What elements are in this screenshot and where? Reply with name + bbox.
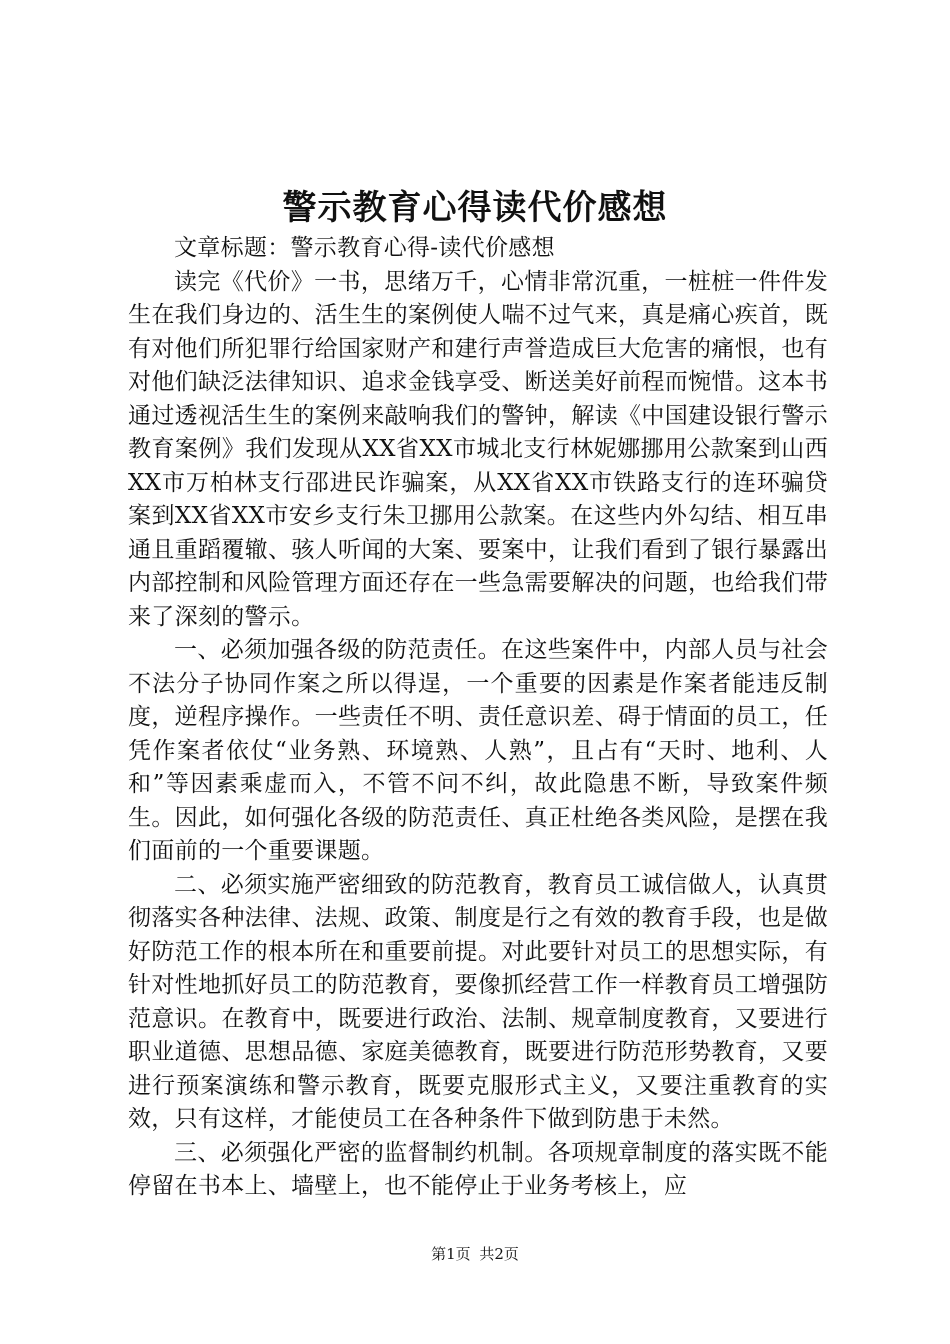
paragraph-point-two: 二、必须实施严密细致的防范教育，教育员工诚信做人，认真贯彻落实各种法律、法规、政策、制度是行之有效的教育手段，也是做好防范工作的根本所在和重要前提。对此要针对员工的思想实际，有针对性地抓好员工的防范教育，要像抓经营工作一样教育员工增强防范意识。在教育中，既要进行政治、法制、规章制度教育，又要进行职业道德、思想品德、家庭美德教育，既要进行防范形势教育，又要进行预案演练和警示教育，既要克服形式主义，又要注重教育的实效，只有这样，才能使员工在各种条件下做到防患于未然。 [128,871,828,1132]
page-footer [0,1244,950,1264]
article-heading-line: 文章标题：警示教育心得-读代价感想 [174,235,555,261]
page-total: 共2页 [479,1245,519,1263]
page-number: 第1页 [431,1245,471,1263]
paragraph-point-one: 一、必须加强各级的防范责任。在这些案件中，内部人员与社会不法分子协同作案之所以得逞，一个重要的因素是作案者能违反制度，逆程序操作。一些责任不明、责任意识差、碍于情面的员工，任凭作案者依仗“业务熟、环境熟、人熟”，且占有“天时、地利、人和”等因素乘虚而入，不管不问不纠，故此隐患不断，导致案件频生。因此，如何强化各级的防范责任、真正杜绝各类风险，是摆在我们面前的一个重要课题。 [128,637,828,864]
paragraph-intro: 读完《代价》一书，思绪万千，心情非常沉重，一桩桩一件件发生在我们身边的、活生生的案例使人喘不过气来，真是痛心疾首，既有对他们所犯罪行给国家财产和建行声誉造成巨大危害的痛恨，也有对他们缺泛法律知识、追求金钱享受、断送美好前程而惋惜。这本书通过透视活生生的案例来敲响我们的警钟，解读《中国建设银行警示教育案例》我们发现从XX省XX市城北支行林妮娜挪用公款案到山西XX市万柏林支行邵进民诈骗案，从XX省XX市铁路支行的连环骗贷案到XX省XX市安乡支行朱卫挪用公款案。在这些内外勾结、相互串通且重蹈覆辙、骇人听闻的大案、要案中，让我们看到了银行暴露出内部控制和风险管理方面还存在一些急需要解决的问题，也给我们带来了深刻的警示。 [128,268,828,630]
paragraph-point-three: 三、必须强化严密的监督制约机制。各项规章制度的落实既不能停留在书本上、墙壁上，也不能停止于业务考核上，应 [128,1139,828,1199]
document-body [128,232,828,1204]
document-title: 警示教育心得读代价感想 [282,188,668,228]
